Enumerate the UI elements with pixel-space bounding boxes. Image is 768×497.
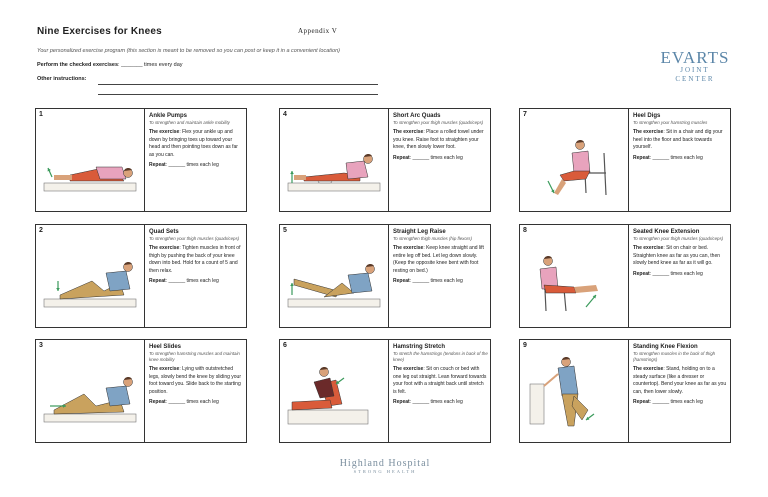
exercise-subtitle: To strengthen hamstring muscles and maintain knee mobility [149, 351, 240, 362]
repeat-line[interactable] [633, 155, 728, 163]
repeat-label: Repeat [149, 399, 166, 406]
exercise-subtitle: To strengthen your thigh muscles (quadriceps) [393, 120, 484, 125]
instructions-line-2[interactable] [98, 94, 378, 95]
exercise-subtitle: To strengthen thigh muscles (hip flexors) [393, 236, 472, 241]
exercise-text: : Sit on couch or bed with one leg out straight. Lean forward towards your foot with a straight back until stretch is felt. [393, 366, 487, 395]
exercise-number: 8 [523, 227, 527, 234]
exercise-card-7 [519, 108, 731, 212]
exercise-description [393, 228, 488, 286]
repeat-line[interactable] [149, 399, 244, 407]
repeat-label: Repeat [393, 154, 410, 161]
card-divider [628, 340, 629, 442]
exercise-instructions [149, 366, 244, 396]
repeat-line[interactable] [149, 278, 244, 286]
other-instructions-label: Other instructions: [37, 76, 87, 82]
exercise-number: 3 [39, 342, 43, 349]
card-divider [144, 340, 145, 442]
repeat-text: : ______ times each leg [165, 278, 219, 285]
repeat-line[interactable] [393, 278, 488, 286]
exercise-title: Quad Sets [149, 229, 179, 235]
exercise-number: 5 [283, 227, 287, 234]
exercise-illustration [284, 354, 384, 434]
exercise-description [633, 228, 728, 278]
card-divider [388, 225, 389, 327]
exercise-subtitle: To strengthen your hamstring muscles [633, 120, 708, 125]
repeat-text: : ______ times each leg [649, 154, 703, 161]
exercise-instructions [393, 245, 488, 275]
exercise-description [633, 343, 728, 407]
exercise-label: The exercise [149, 129, 180, 135]
repeat-line[interactable] [149, 162, 244, 170]
exercise-label: The exercise [633, 129, 664, 135]
repeat-label: Repeat [393, 399, 410, 406]
exercise-illustration [284, 123, 384, 203]
repeat-line[interactable] [633, 271, 728, 279]
exercise-illustration [524, 354, 624, 434]
exercise-text: : Lying with outstretched legs, slowly bend the knee by sliding your foot toward you. Slide back to the starting position. [149, 366, 241, 395]
exercise-card-2 [35, 224, 247, 328]
repeat-label: Repeat [633, 154, 650, 161]
repeat-label: Repeat [149, 278, 166, 285]
appendix-label: Appendix V [298, 27, 338, 35]
exercise-illustration [524, 239, 624, 319]
exercise-instructions [633, 245, 728, 268]
exercise-label: The exercise [393, 366, 424, 372]
exercise-description [633, 112, 728, 162]
exercise-text: : Sit on chair or bed. Straighten knee as far as you can, then slowly bend knee as far as it will go. [633, 245, 720, 267]
exercise-title: Heel Digs [633, 113, 661, 119]
exercise-description [149, 343, 244, 407]
exercise-card-3 [35, 339, 247, 443]
exercise-label: The exercise [393, 245, 424, 251]
exercise-card-9 [519, 339, 731, 443]
perform-instruction [37, 62, 183, 68]
footer-name: Highland Hospital [339, 458, 431, 469]
card-divider [628, 109, 629, 211]
exercise-subtitle: To strengthen your thigh muscles (quadriceps) [633, 236, 724, 241]
exercise-subtitle: To strengthen your thigh muscles (quadriceps) [149, 236, 240, 241]
exercise-text: : Tighten muscles in front of thigh by pushing the back of your knee down into bed. Hold for a count of 5 and then relax. [149, 245, 241, 274]
exercise-card-1 [35, 108, 247, 212]
perform-label: Perform the checked exercises [37, 62, 119, 68]
exercise-number: 6 [283, 342, 287, 349]
exercise-number: 9 [523, 342, 527, 349]
exercise-title: Ankle Pumps [149, 113, 188, 119]
card-divider [388, 340, 389, 442]
repeat-text: : ______ times each leg [649, 270, 703, 277]
exercise-text: : Place a rolled towel under you knee. Raise foot to straighten your knee, then slowly lower foot. [393, 129, 484, 151]
exercise-title: Short Arc Quads [393, 113, 441, 119]
intro-text: Your personalized exercise program (this section is meant to be removed so you can post or keep it in a convenient location) [37, 48, 340, 54]
repeat-text: : ______ times each leg [409, 399, 463, 406]
exercise-description [149, 112, 244, 170]
perform-suffix: : _______ times every day [118, 62, 183, 68]
repeat-label: Repeat [633, 270, 650, 277]
exercise-number: 2 [39, 227, 43, 234]
repeat-text: : ______ times each leg [409, 278, 463, 285]
exercise-title: Straight Leg Raise [393, 229, 446, 235]
exercise-instructions [393, 129, 488, 152]
exercise-title: Heel Slides [149, 344, 182, 350]
repeat-text: : ______ times each leg [409, 154, 463, 161]
card-divider [628, 225, 629, 327]
exercise-number: 1 [39, 111, 43, 118]
exercise-subtitle: To stretch the hamstrings (tendons in back of the knee) [393, 351, 488, 362]
card-divider [144, 109, 145, 211]
exercise-text: : Sit in a chair and dig your heel into the floor and back towards yourself. [633, 129, 723, 151]
exercise-illustration [40, 354, 140, 434]
exercise-subtitle: To strengthen muscles in the back of thigh (hamstrings) [633, 351, 716, 362]
exercise-illustration [524, 123, 624, 203]
exercise-instructions [633, 366, 728, 396]
exercise-description [149, 228, 244, 286]
repeat-line[interactable] [393, 155, 488, 163]
exercise-instructions [393, 366, 488, 396]
exercise-subtitle: To strengthen and maintain ankle mobility [149, 120, 230, 125]
exercise-number: 7 [523, 111, 527, 118]
repeat-label: Repeat [393, 278, 410, 285]
exercise-label: The exercise [633, 366, 664, 372]
exercise-label: The exercise [149, 366, 180, 372]
exercise-instructions [149, 129, 244, 159]
repeat-label: Repeat [633, 399, 650, 406]
logo-line-2: JOINT CENTER [675, 66, 715, 83]
highland-hospital-logo [320, 458, 450, 474]
exercise-description [393, 343, 488, 407]
exercise-card-5 [279, 224, 491, 328]
exercise-instructions [149, 245, 244, 275]
exercise-description [393, 112, 488, 162]
repeat-line[interactable] [393, 399, 488, 407]
footer-tagline: STRONG HEALTH [353, 469, 417, 474]
exercise-label: The exercise [393, 129, 424, 135]
exercise-illustration [40, 239, 140, 319]
exercise-number: 4 [283, 111, 287, 118]
card-divider [144, 225, 145, 327]
exercise-illustration [40, 123, 140, 203]
exercise-card-6 [279, 339, 491, 443]
exercise-title: Standing Knee Flexion [633, 344, 698, 350]
exercise-instructions [633, 129, 728, 152]
exercise-text: : Flex your ankle up and down by bringing toes up toward your head and then pointing toes down as far as you can. [149, 129, 238, 158]
repeat-line[interactable] [633, 399, 728, 407]
exercise-title: Seated Knee Extension [633, 229, 700, 235]
repeat-label: Repeat [149, 162, 166, 169]
exercise-label: The exercise [633, 245, 664, 251]
exercise-card-4 [279, 108, 491, 212]
exercise-text: : Keep knee straight and lift entire leg off bed. Let leg down slowly. (Keep the opposite knee bent with foot resting on bed.) [393, 245, 484, 274]
exercise-title: Hamstring Stretch [393, 344, 446, 350]
card-divider [388, 109, 389, 211]
evarts-logo [660, 50, 730, 84]
repeat-text: : ______ times each leg [165, 399, 219, 406]
repeat-text: : ______ times each leg [165, 162, 219, 169]
logo-line-1: EVARTS [660, 48, 730, 67]
instructions-line-1[interactable] [98, 84, 378, 85]
exercise-illustration [284, 239, 384, 319]
repeat-text: : ______ times each leg [649, 399, 703, 406]
exercise-text: : Stand, holding on to a steady surface (like a dresser or countertop). Bend your knee as far as you can, then lower slowly. [633, 366, 727, 395]
page-title: Nine Exercises for Knees [37, 26, 162, 37]
exercise-label: The exercise [149, 245, 180, 251]
exercise-card-8 [519, 224, 731, 328]
